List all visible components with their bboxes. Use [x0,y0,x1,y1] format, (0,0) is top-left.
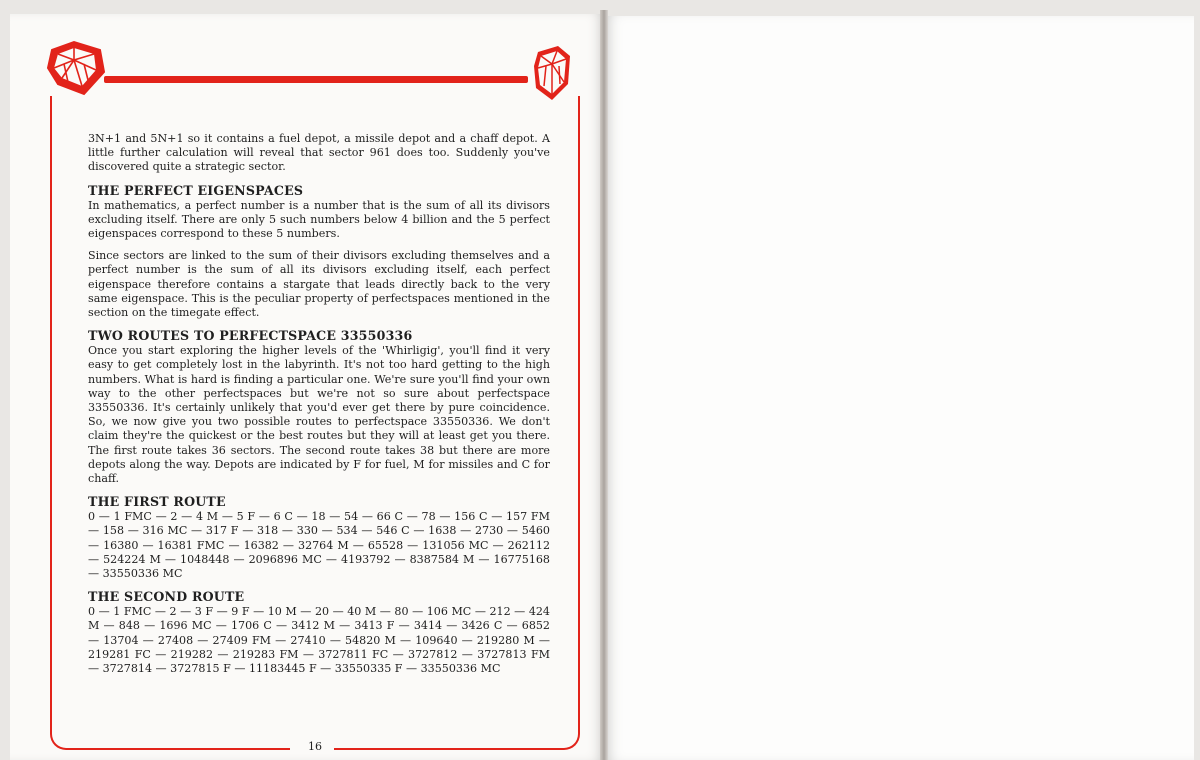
page-number: 16 [296,740,334,754]
gem-icon [532,44,572,102]
footer [50,740,580,756]
second-route-heading: THE SECOND ROUTE [88,589,245,605]
body-paragraph: Since sectors are linked to the sum of their divisors excluding themselves and a perfect number is the sum of all its divisors excluding itself, each perfect eigenspace therefore contains a stargate that leads directly back to the very same eigenspace. This is the peculiar property of perfectspaces mentioned in the section on the timegate effect. [88,249,550,320]
page-content [88,132,550,684]
section-heading: THE PERFECT EIGENSPACES [88,182,304,198]
book-spine [600,10,608,760]
intro-paragraph: 3N+1 and 5N+1 so it contains a fuel depot, a missile depot and a chaff depot. A little further calculation will reveal that sector 961 does too. Suddenly you've discovered quite a strategic sector. [88,132,550,174]
section-heading: TWO ROUTES TO PERFECTSPACE 33550336 [88,328,413,344]
first-route-sequence: 0 — 1 FMC — 2 — 4 M — 5 F — 6 C — 18 — 54 — 66 C — 78 — 156 C — 157 FM — 158 — 316 MC — 317 F — 318 — 330 — 534 — 546 C — 1638 — 2730 — 5460 — 16380 — 16381 FMC — 16382 — 32764 M — 65528 — 131056 MC — 262112 — 524224 M — 1048448 — 2096896 MC — 4193792 — 8387584 M — 16775168 — 33550336 MC [88,510,550,581]
second-route-sequence: 0 — 1 FMC — 2 — 3 F — 9 F — 10 M — 20 — 40 M — 80 — 106 MC — 212 — 424 M — 848 — 1696 MC — 1706 C — 3412 M — 3413 F — 3414 — 3426 C — 6852 — 13704 — 27408 — 27409 FM — 27410 — 54820 M — 109640 — 219280 M — 219281 FC — 219282 — 219283 FM — 3727811 FC — 3727812 — 3727813 FM — 3727814 — 3727815 F — 11183445 F — 33550335 F — 33550336 MC [88,605,550,676]
gem-icon [44,38,108,98]
body-paragraph: Once you start exploring the higher levels of the 'Whirligig', you'll find it very easy to get completely lost in the labyrinth. It's not too hard getting to the high numbers. What is hard is finding a particular one. We're sure you'll find your own way to the other perfectspaces but we're not so sure about perfectspace 33550336. It's certainly unlikely that you'd ever get there by pure coincidence. So, we now give you two possible routes to perfectspace 33550336. We don't claim they're the quickest or the best routes but they will at least get you there. The first route takes 36 sectors. The second route takes 38 but there are more depots along the way. Depots are indicated by F for fuel, M for missiles and C for chaff. [88,344,550,486]
body-paragraph: In mathematics, a perfect number is a number that is the sum of all its divisors excluding itself. There are only 5 such numbers below 4 billion and the 5 perfect eigenspaces correspond to these 5 numbers. [88,198,550,241]
right-page-blank [606,16,1194,760]
first-route-heading: THE FIRST ROUTE [88,494,226,510]
header-bar [104,76,528,83]
